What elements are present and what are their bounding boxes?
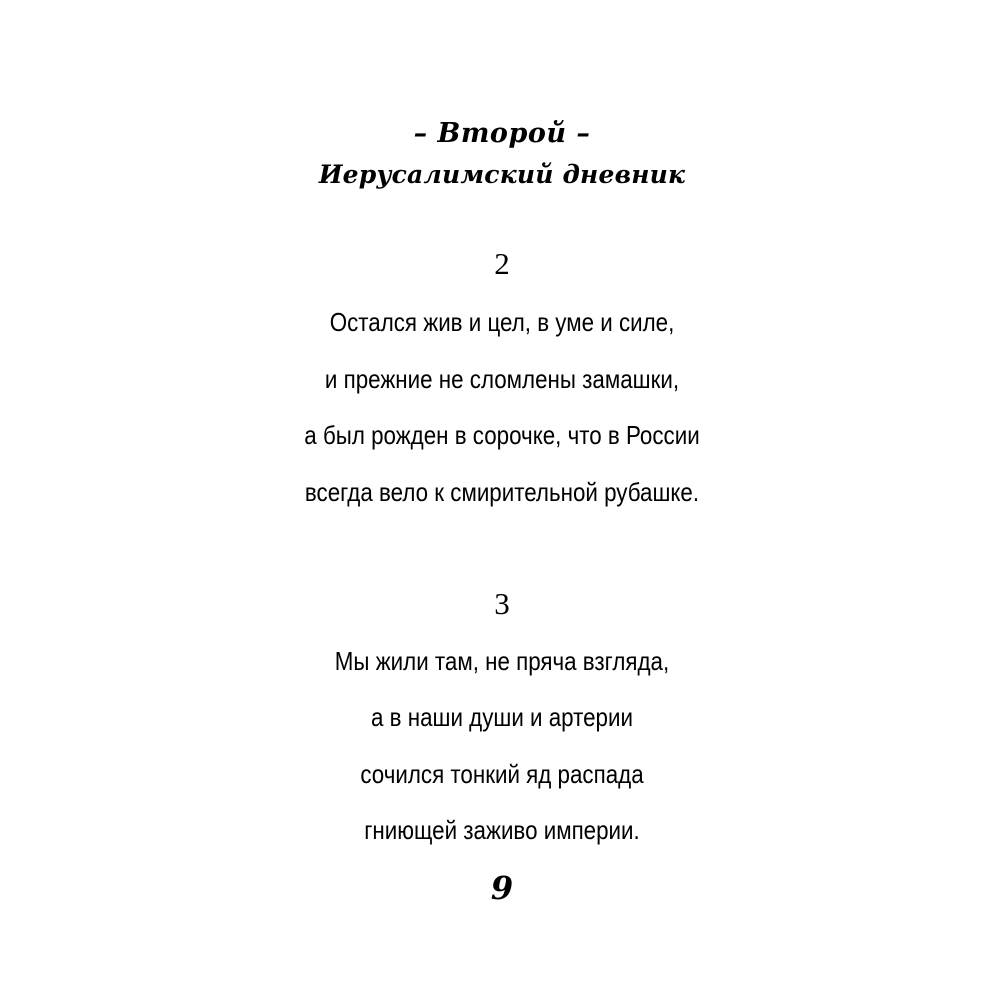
stanza-number: 2 xyxy=(494,246,510,281)
verse-line: Остался жив и цел, в уме и силе, xyxy=(329,307,675,337)
verse-line: и прежние не сломлены замашки, xyxy=(324,364,680,394)
page-number: 9 xyxy=(490,869,514,907)
verse-line: гниющей заживо империи. xyxy=(364,815,640,845)
running-header-title: Иерусалимский дневник xyxy=(318,160,686,189)
verse-line: всегда вело к смирительной рубашке. xyxy=(304,477,700,507)
verse-line: сочился тонкий яд распада xyxy=(360,759,644,789)
verse-line: а в наши души и артерии xyxy=(371,702,633,732)
verse-line: а был рожден в сорочке, что в России xyxy=(304,420,700,450)
running-header-volume: – Второй – xyxy=(413,118,591,149)
verse-line: Мы жили там, не пряча взгляда, xyxy=(334,646,670,676)
stanza-number: 3 xyxy=(494,586,510,621)
